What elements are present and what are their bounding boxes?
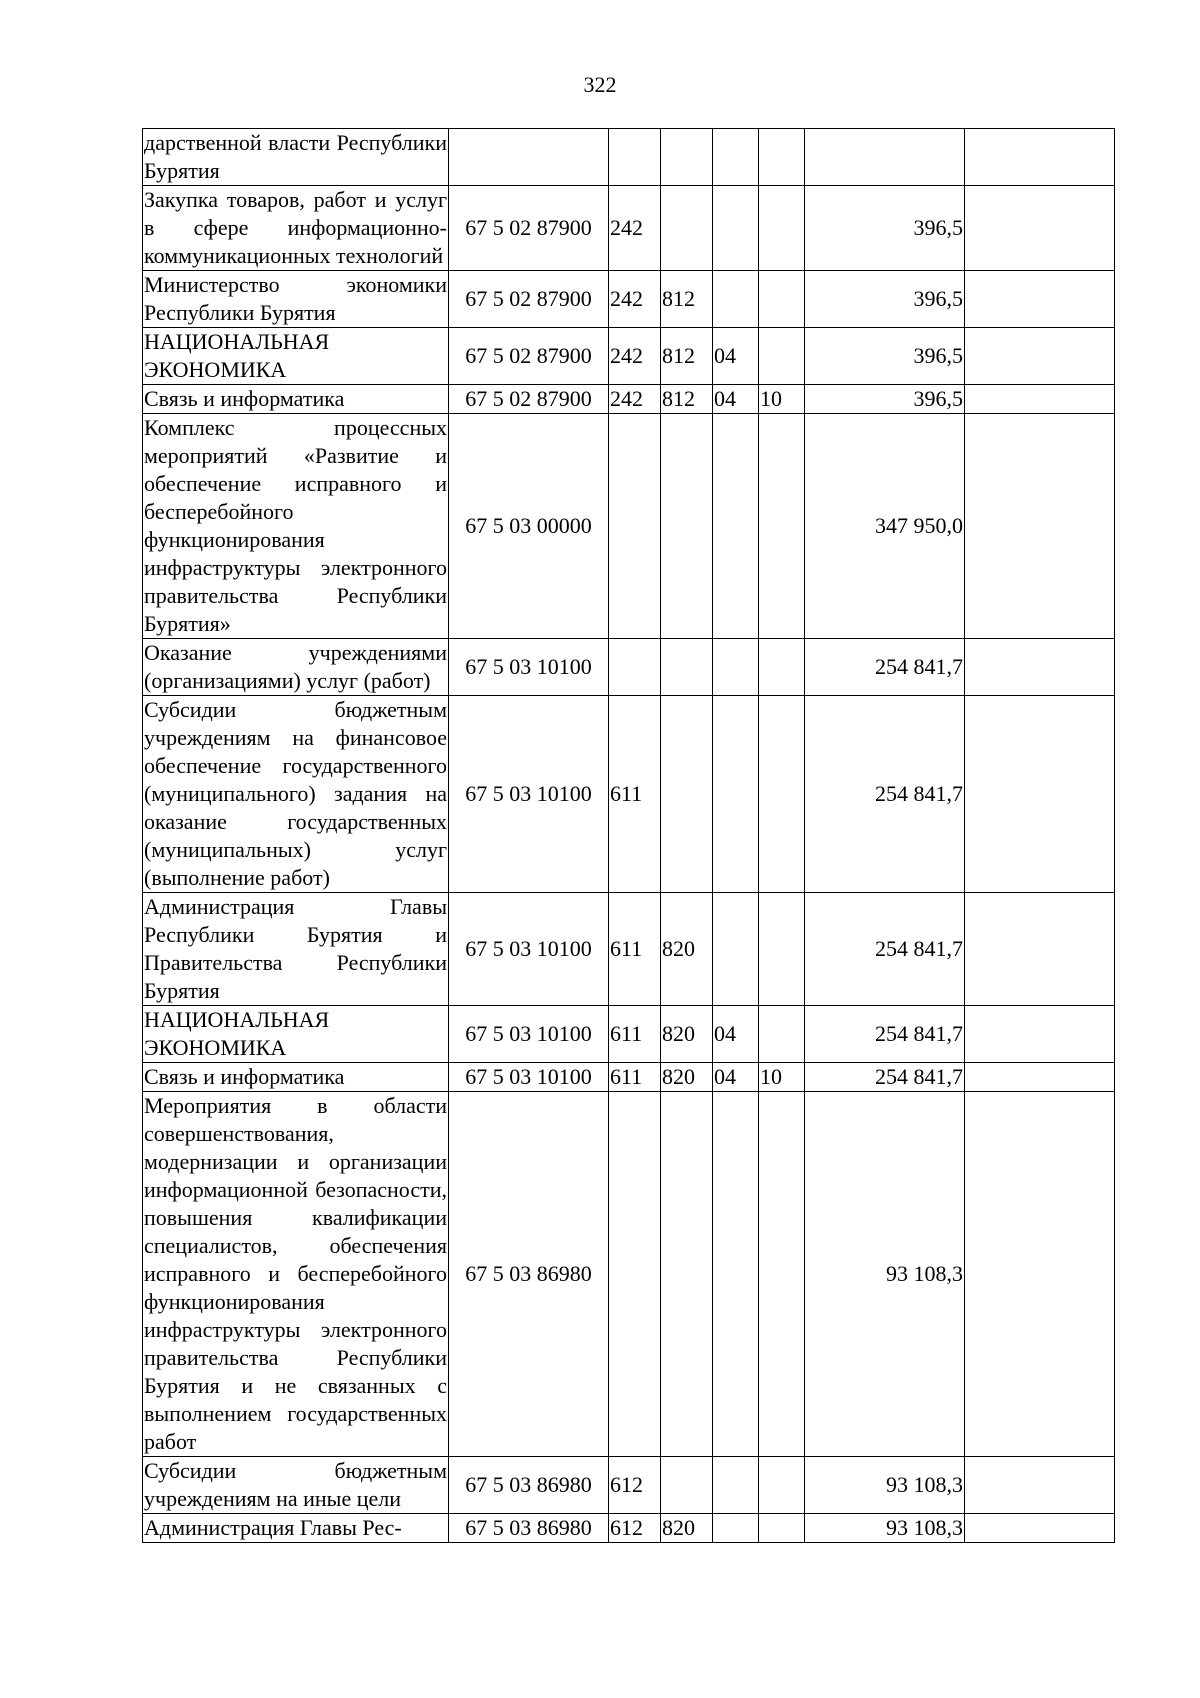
row-name-cell: НАЦИОНАЛЬНАЯ ЭКОНОМИКА xyxy=(143,1006,449,1063)
section-cell xyxy=(713,639,759,696)
expense-type-cell: 611 xyxy=(609,696,661,893)
target-article-cell: 67 5 02 87900 xyxy=(449,385,609,414)
section-cell: 04 xyxy=(713,1006,759,1063)
ministry-code-cell xyxy=(661,696,713,893)
section-cell xyxy=(713,1092,759,1457)
ministry-code-cell xyxy=(661,1457,713,1514)
row-name-cell: Субсидии бюджетным учреждениям на финансовое обеспечение государственного (муниципального) задания на оказание государственных (муниципальных) услуг (выполнение работ) xyxy=(143,696,449,893)
table-row xyxy=(143,186,1115,271)
ministry-code-cell: 820 xyxy=(661,1006,713,1063)
expense-type-cell: 612 xyxy=(609,1457,661,1514)
row-name-cell: Мероприятия в области совершенствования, модернизации и организации информационной безопасности, повышения квалификации специалистов, обеспечения исправного и бесперебойного функционирования инфраструктуры электронного правительства Республики Бурятия и не связанных с выполнением государственных работ xyxy=(143,1092,449,1457)
ministry-code-cell: 820 xyxy=(661,1063,713,1092)
target-article-cell: 67 5 02 87900 xyxy=(449,271,609,328)
section-cell xyxy=(713,129,759,186)
section-cell xyxy=(713,1514,759,1543)
table-row xyxy=(143,328,1115,385)
amount-cell: 396,5 xyxy=(805,271,965,328)
ministry-code-cell xyxy=(661,414,713,639)
amount-cell xyxy=(805,129,965,186)
ministry-code-cell xyxy=(661,1092,713,1457)
expense-type-cell: 611 xyxy=(609,1063,661,1092)
amount-cell: 254 841,7 xyxy=(805,1006,965,1063)
row-name-cell: Связь и информатика xyxy=(143,1063,449,1092)
extra-cell xyxy=(965,328,1115,385)
section-cell xyxy=(713,696,759,893)
amount-cell: 254 841,7 xyxy=(805,893,965,1006)
section-cell: 04 xyxy=(713,1063,759,1092)
page-number: 322 xyxy=(583,72,617,97)
table-row xyxy=(143,1006,1115,1063)
subsection-cell xyxy=(759,328,805,385)
table-row xyxy=(143,1063,1115,1092)
row-name-cell: Администрация Главы Республики Бурятия и Правительства Республики Бурятия xyxy=(143,893,449,1006)
expense-type-cell: 242 xyxy=(609,271,661,328)
table-row xyxy=(143,696,1115,893)
ministry-code-cell xyxy=(661,639,713,696)
amount-cell: 396,5 xyxy=(805,385,965,414)
subsection-cell xyxy=(759,186,805,271)
subsection-cell xyxy=(759,414,805,639)
amount-cell: 93 108,3 xyxy=(805,1457,965,1514)
expense-type-cell xyxy=(609,129,661,186)
expense-type-cell: 242 xyxy=(609,328,661,385)
amount-cell: 254 841,7 xyxy=(805,1063,965,1092)
expense-type-cell xyxy=(609,1092,661,1457)
target-article-cell: 67 5 03 00000 xyxy=(449,414,609,639)
row-name-cell: НАЦИОНАЛЬНАЯ ЭКОНОМИКА xyxy=(143,328,449,385)
expense-type-cell: 611 xyxy=(609,893,661,1006)
extra-cell xyxy=(965,186,1115,271)
expense-type-cell: 611 xyxy=(609,1006,661,1063)
extra-cell xyxy=(965,385,1115,414)
row-name-cell: дарственной власти Республики Бурятия xyxy=(143,129,449,186)
ministry-code-cell xyxy=(661,186,713,271)
extra-cell xyxy=(965,1092,1115,1457)
section-cell xyxy=(713,1457,759,1514)
extra-cell xyxy=(965,129,1115,186)
row-name-cell: Связь и информатика xyxy=(143,385,449,414)
table-row xyxy=(143,129,1115,186)
target-article-cell: 67 5 03 10100 xyxy=(449,893,609,1006)
expense-type-cell xyxy=(609,639,661,696)
extra-cell xyxy=(965,1514,1115,1543)
amount-cell: 347 950,0 xyxy=(805,414,965,639)
subsection-cell xyxy=(759,271,805,328)
amount-cell: 93 108,3 xyxy=(805,1514,965,1543)
section-cell: 04 xyxy=(713,328,759,385)
ministry-code-cell: 812 xyxy=(661,271,713,328)
subsection-cell xyxy=(759,893,805,1006)
target-article-cell: 67 5 03 10100 xyxy=(449,1006,609,1063)
section-cell xyxy=(713,186,759,271)
ministry-code-cell: 812 xyxy=(661,328,713,385)
row-name-cell: Закупка товаров, работ и услуг в сфере информационно-коммуникационных технологий xyxy=(143,186,449,271)
ministry-code-cell: 812 xyxy=(661,385,713,414)
expense-type-cell: 612 xyxy=(609,1514,661,1543)
ministry-code-cell: 820 xyxy=(661,893,713,1006)
table-row xyxy=(143,1514,1115,1543)
extra-cell xyxy=(965,639,1115,696)
amount-cell: 93 108,3 xyxy=(805,1092,965,1457)
extra-cell xyxy=(965,414,1115,639)
table-row xyxy=(143,271,1115,328)
extra-cell xyxy=(965,893,1115,1006)
section-cell xyxy=(713,893,759,1006)
extra-cell xyxy=(965,1457,1115,1514)
ministry-code-cell xyxy=(661,129,713,186)
extra-cell xyxy=(965,696,1115,893)
amount-cell: 396,5 xyxy=(805,186,965,271)
table-row xyxy=(143,1092,1115,1457)
section-cell xyxy=(713,414,759,639)
subsection-cell xyxy=(759,1006,805,1063)
target-article-cell: 67 5 03 86980 xyxy=(449,1457,609,1514)
table-row xyxy=(143,385,1115,414)
table-row xyxy=(143,893,1115,1006)
extra-cell xyxy=(965,1006,1115,1063)
table-row xyxy=(143,1457,1115,1514)
section-cell: 04 xyxy=(713,385,759,414)
target-article-cell: 67 5 02 87900 xyxy=(449,186,609,271)
expense-type-cell: 242 xyxy=(609,385,661,414)
table-row xyxy=(143,639,1115,696)
expense-type-cell: 242 xyxy=(609,186,661,271)
subsection-cell xyxy=(759,696,805,893)
target-article-cell: 67 5 03 86980 xyxy=(449,1092,609,1457)
table-body xyxy=(143,129,1115,1543)
budget-table xyxy=(142,128,1115,1543)
amount-cell: 396,5 xyxy=(805,328,965,385)
target-article-cell: 67 5 03 86980 xyxy=(449,1514,609,1543)
target-article-cell xyxy=(449,129,609,186)
expense-type-cell xyxy=(609,414,661,639)
amount-cell: 254 841,7 xyxy=(805,639,965,696)
target-article-cell: 67 5 03 10100 xyxy=(449,696,609,893)
subsection-cell xyxy=(759,1457,805,1514)
row-name-cell: Министерство экономики Республики Бурятия xyxy=(143,271,449,328)
row-name-cell: Администрация Главы Рес- xyxy=(143,1514,449,1543)
subsection-cell: 10 xyxy=(759,1063,805,1092)
target-article-cell: 67 5 03 10100 xyxy=(449,639,609,696)
row-name-cell: Комплекс процессных мероприятий «Развитие и обеспечение исправного и бесперебойного функционирования инфраструктуры электронного правительства Республики Бурятия» xyxy=(143,414,449,639)
row-name-cell: Субсидии бюджетным учреждениям на иные цели xyxy=(143,1457,449,1514)
subsection-cell xyxy=(759,1092,805,1457)
table-row xyxy=(143,414,1115,639)
row-name-cell: Оказание учреждениями (организациями) услуг (работ) xyxy=(143,639,449,696)
extra-cell xyxy=(965,271,1115,328)
amount-cell: 254 841,7 xyxy=(805,696,965,893)
subsection-cell xyxy=(759,639,805,696)
target-article-cell: 67 5 02 87900 xyxy=(449,328,609,385)
ministry-code-cell: 820 xyxy=(661,1514,713,1543)
extra-cell xyxy=(965,1063,1115,1092)
target-article-cell: 67 5 03 10100 xyxy=(449,1063,609,1092)
subsection-cell xyxy=(759,1514,805,1543)
section-cell xyxy=(713,271,759,328)
subsection-cell: 10 xyxy=(759,385,805,414)
subsection-cell xyxy=(759,129,805,186)
